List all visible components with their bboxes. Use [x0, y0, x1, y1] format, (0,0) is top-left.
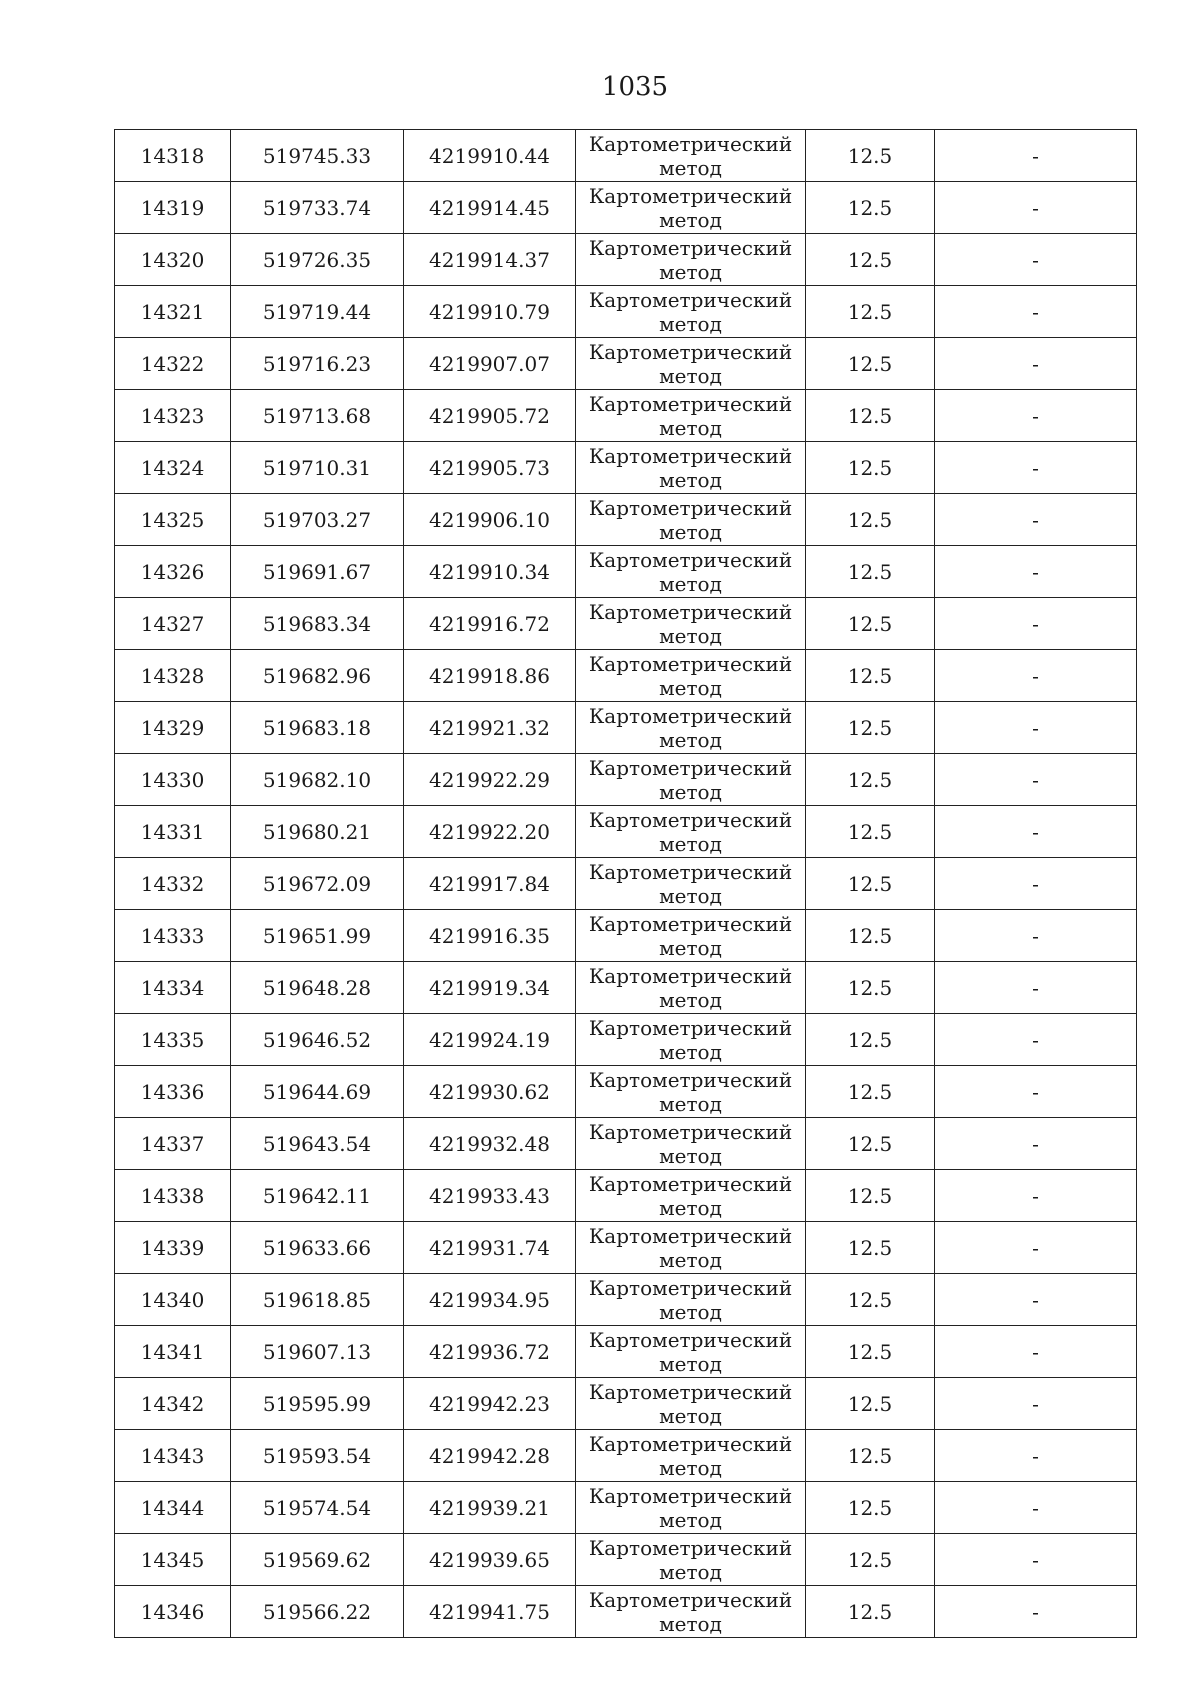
method-line2: метод — [659, 1299, 722, 1324]
method-line2: метод — [659, 1559, 722, 1584]
method-cell — [576, 1170, 806, 1222]
method-cell — [576, 130, 806, 182]
point-number-cell: 14321 — [115, 286, 231, 338]
point-number-cell: 14340 — [115, 1274, 231, 1326]
y-coordinate-cell: 4219934.95 — [404, 1274, 576, 1326]
accuracy-cell: 12.5 — [806, 754, 935, 806]
table-row — [115, 546, 1137, 598]
description-cell: - — [935, 1534, 1137, 1586]
description-cell: - — [935, 1066, 1137, 1118]
table-row — [115, 182, 1137, 234]
accuracy-cell: 12.5 — [806, 806, 935, 858]
x-coordinate-cell: 519719.44 — [231, 286, 404, 338]
y-coordinate-cell: 4219932.48 — [404, 1118, 576, 1170]
description-cell: - — [935, 182, 1137, 234]
method-cell — [576, 1378, 806, 1430]
x-coordinate-cell: 519569.62 — [231, 1534, 404, 1586]
description-cell: - — [935, 1222, 1137, 1274]
accuracy-cell: 12.5 — [806, 1170, 935, 1222]
x-coordinate-cell: 519703.27 — [231, 494, 404, 546]
method-cell — [576, 1326, 806, 1378]
method-line1: Картометрический — [588, 1379, 793, 1404]
method-line1: Картометрический — [588, 1327, 793, 1352]
point-number-cell: 14333 — [115, 910, 231, 962]
table-row — [115, 962, 1137, 1014]
y-coordinate-cell: 4219917.84 — [404, 858, 576, 910]
method-line2: метод — [659, 1247, 722, 1272]
table-row — [115, 1170, 1137, 1222]
method-cell — [576, 1586, 806, 1638]
method-cell — [576, 1014, 806, 1066]
method-line2: метод — [659, 727, 722, 752]
method-cell — [576, 1482, 806, 1534]
y-coordinate-cell: 4219922.20 — [404, 806, 576, 858]
description-cell: - — [935, 1170, 1137, 1222]
method-line1: Картометрический — [588, 339, 793, 364]
description-cell: - — [935, 338, 1137, 390]
table-row — [115, 910, 1137, 962]
point-number-cell: 14336 — [115, 1066, 231, 1118]
description-cell: - — [935, 702, 1137, 754]
coordinates-table-body — [115, 130, 1137, 1638]
description-cell: - — [935, 806, 1137, 858]
point-number-cell: 14323 — [115, 390, 231, 442]
table-row — [115, 1326, 1137, 1378]
point-number-cell: 14345 — [115, 1534, 231, 1586]
table-row — [115, 1378, 1137, 1430]
method-line2: метод — [659, 311, 722, 336]
accuracy-cell: 12.5 — [806, 286, 935, 338]
description-cell: - — [935, 650, 1137, 702]
table-row — [115, 1430, 1137, 1482]
y-coordinate-cell: 4219921.32 — [404, 702, 576, 754]
accuracy-cell: 12.5 — [806, 442, 935, 494]
accuracy-cell: 12.5 — [806, 1066, 935, 1118]
point-number-cell: 14344 — [115, 1482, 231, 1534]
method-line2: метод — [659, 415, 722, 440]
description-cell: - — [935, 442, 1137, 494]
method-line2: метод — [659, 571, 722, 596]
x-coordinate-cell: 519710.31 — [231, 442, 404, 494]
x-coordinate-cell: 519672.09 — [231, 858, 404, 910]
description-cell: - — [935, 234, 1137, 286]
y-coordinate-cell: 4219916.35 — [404, 910, 576, 962]
description-cell: - — [935, 962, 1137, 1014]
x-coordinate-cell: 519607.13 — [231, 1326, 404, 1378]
method-line2: метод — [659, 1195, 722, 1220]
table-row — [115, 1014, 1137, 1066]
y-coordinate-cell: 4219924.19 — [404, 1014, 576, 1066]
accuracy-cell: 12.5 — [806, 1118, 935, 1170]
method-line1: Картометрический — [588, 391, 793, 416]
accuracy-cell: 12.5 — [806, 962, 935, 1014]
method-cell — [576, 702, 806, 754]
accuracy-cell: 12.5 — [806, 1482, 935, 1534]
accuracy-cell: 12.5 — [806, 546, 935, 598]
method-line2: метод — [659, 1039, 722, 1064]
point-number-cell: 14339 — [115, 1222, 231, 1274]
accuracy-cell: 12.5 — [806, 494, 935, 546]
method-line2: метод — [659, 779, 722, 804]
method-line1: Картометрический — [588, 651, 793, 676]
point-number-cell: 14319 — [115, 182, 231, 234]
method-cell — [576, 182, 806, 234]
point-number-cell: 14343 — [115, 1430, 231, 1482]
table-row — [115, 494, 1137, 546]
x-coordinate-cell: 519651.99 — [231, 910, 404, 962]
method-cell — [576, 494, 806, 546]
point-number-cell: 14322 — [115, 338, 231, 390]
y-coordinate-cell: 4219919.34 — [404, 962, 576, 1014]
method-line1: Картометрический — [588, 807, 793, 832]
method-cell — [576, 286, 806, 338]
method-line2: метод — [659, 935, 722, 960]
x-coordinate-cell: 519646.52 — [231, 1014, 404, 1066]
method-line1: Картометрический — [588, 911, 793, 936]
method-line2: метод — [659, 1455, 722, 1480]
x-coordinate-cell: 519691.67 — [231, 546, 404, 598]
x-coordinate-cell: 519682.10 — [231, 754, 404, 806]
method-cell — [576, 858, 806, 910]
accuracy-cell: 12.5 — [806, 390, 935, 442]
method-line2: метод — [659, 831, 722, 856]
y-coordinate-cell: 4219905.72 — [404, 390, 576, 442]
method-line1: Картометрический — [588, 495, 793, 520]
x-coordinate-cell: 519643.54 — [231, 1118, 404, 1170]
point-number-cell: 14338 — [115, 1170, 231, 1222]
accuracy-cell: 12.5 — [806, 234, 935, 286]
method-line2: метод — [659, 1507, 722, 1532]
y-coordinate-cell: 4219907.07 — [404, 338, 576, 390]
method-line2: метод — [659, 1611, 722, 1636]
method-line2: метод — [659, 259, 722, 284]
accuracy-cell: 12.5 — [806, 338, 935, 390]
method-line1: Картометрический — [588, 1535, 793, 1560]
accuracy-cell: 12.5 — [806, 1274, 935, 1326]
method-line1: Картометрический — [588, 599, 793, 624]
method-line2: метод — [659, 467, 722, 492]
description-cell: - — [935, 858, 1137, 910]
point-number-cell: 14330 — [115, 754, 231, 806]
method-line1: Картометрический — [588, 235, 793, 260]
accuracy-cell: 12.5 — [806, 858, 935, 910]
x-coordinate-cell: 519726.35 — [231, 234, 404, 286]
description-cell: - — [935, 130, 1137, 182]
x-coordinate-cell: 519595.99 — [231, 1378, 404, 1430]
point-number-cell: 14332 — [115, 858, 231, 910]
table-row — [115, 1222, 1137, 1274]
y-coordinate-cell: 4219939.21 — [404, 1482, 576, 1534]
accuracy-cell: 12.5 — [806, 910, 935, 962]
accuracy-cell: 12.5 — [806, 182, 935, 234]
table-row — [115, 650, 1137, 702]
description-cell: - — [935, 1326, 1137, 1378]
method-line2: метод — [659, 623, 722, 648]
y-coordinate-cell: 4219910.34 — [404, 546, 576, 598]
y-coordinate-cell: 4219910.79 — [404, 286, 576, 338]
point-number-cell: 14320 — [115, 234, 231, 286]
description-cell: - — [935, 754, 1137, 806]
accuracy-cell: 12.5 — [806, 1534, 935, 1586]
y-coordinate-cell: 4219914.37 — [404, 234, 576, 286]
method-line1: Картометрический — [588, 1067, 793, 1092]
method-cell — [576, 910, 806, 962]
method-line1: Картометрический — [588, 547, 793, 572]
y-coordinate-cell: 4219939.65 — [404, 1534, 576, 1586]
y-coordinate-cell: 4219914.45 — [404, 182, 576, 234]
method-line1: Картометрический — [588, 703, 793, 728]
x-coordinate-cell: 519716.23 — [231, 338, 404, 390]
y-coordinate-cell: 4219931.74 — [404, 1222, 576, 1274]
x-coordinate-cell: 519566.22 — [231, 1586, 404, 1638]
table-row — [115, 598, 1137, 650]
accuracy-cell: 12.5 — [806, 1014, 935, 1066]
method-cell — [576, 1118, 806, 1170]
method-line1: Картометрический — [588, 1587, 793, 1612]
point-number-cell: 14346 — [115, 1586, 231, 1638]
y-coordinate-cell: 4219933.43 — [404, 1170, 576, 1222]
y-coordinate-cell: 4219918.86 — [404, 650, 576, 702]
table-row — [115, 234, 1137, 286]
method-line2: метод — [659, 675, 722, 700]
y-coordinate-cell: 4219936.72 — [404, 1326, 576, 1378]
method-line2: метод — [659, 1351, 722, 1376]
table-row — [115, 702, 1137, 754]
point-number-cell: 14329 — [115, 702, 231, 754]
y-coordinate-cell: 4219905.73 — [404, 442, 576, 494]
method-cell — [576, 1274, 806, 1326]
method-cell — [576, 1534, 806, 1586]
method-line1: Картометрический — [588, 859, 793, 884]
point-number-cell: 14334 — [115, 962, 231, 1014]
point-number-cell: 14341 — [115, 1326, 231, 1378]
x-coordinate-cell: 519642.11 — [231, 1170, 404, 1222]
method-cell — [576, 1066, 806, 1118]
method-cell — [576, 754, 806, 806]
accuracy-cell: 12.5 — [806, 1222, 935, 1274]
method-line1: Картометрический — [588, 1483, 793, 1508]
point-number-cell: 14327 — [115, 598, 231, 650]
method-line2: метод — [659, 1403, 722, 1428]
method-line1: Картометрический — [588, 183, 793, 208]
method-cell — [576, 546, 806, 598]
point-number-cell: 14337 — [115, 1118, 231, 1170]
x-coordinate-cell: 519618.85 — [231, 1274, 404, 1326]
accuracy-cell: 12.5 — [806, 130, 935, 182]
y-coordinate-cell: 4219916.72 — [404, 598, 576, 650]
accuracy-cell: 12.5 — [806, 702, 935, 754]
method-cell — [576, 338, 806, 390]
method-line1: Картометрический — [588, 1431, 793, 1456]
table-row — [115, 1274, 1137, 1326]
method-line1: Картометрический — [588, 287, 793, 312]
method-line1: Картометрический — [588, 1223, 793, 1248]
method-cell — [576, 390, 806, 442]
point-number-cell: 14342 — [115, 1378, 231, 1430]
accuracy-cell: 12.5 — [806, 1378, 935, 1430]
table-row — [115, 286, 1137, 338]
y-coordinate-cell: 4219930.62 — [404, 1066, 576, 1118]
x-coordinate-cell: 519574.54 — [231, 1482, 404, 1534]
description-cell: - — [935, 598, 1137, 650]
y-coordinate-cell: 4219906.10 — [404, 494, 576, 546]
description-cell: - — [935, 390, 1137, 442]
point-number-cell: 14318 — [115, 130, 231, 182]
point-number-cell: 14324 — [115, 442, 231, 494]
table-row — [115, 1534, 1137, 1586]
table-row — [115, 754, 1137, 806]
table-row — [115, 130, 1137, 182]
method-line2: метод — [659, 883, 722, 908]
description-cell: - — [935, 1482, 1137, 1534]
x-coordinate-cell: 519683.34 — [231, 598, 404, 650]
table-row — [115, 1482, 1137, 1534]
accuracy-cell: 12.5 — [806, 1430, 935, 1482]
method-line2: метод — [659, 519, 722, 544]
point-number-cell: 14328 — [115, 650, 231, 702]
method-line1: Картометрический — [588, 443, 793, 468]
table-row — [115, 338, 1137, 390]
method-line1: Картометрический — [588, 1015, 793, 1040]
y-coordinate-cell: 4219942.28 — [404, 1430, 576, 1482]
method-line1: Картометрический — [588, 1171, 793, 1196]
point-number-cell: 14325 — [115, 494, 231, 546]
y-coordinate-cell: 4219941.75 — [404, 1586, 576, 1638]
accuracy-cell: 12.5 — [806, 1326, 935, 1378]
method-cell — [576, 1222, 806, 1274]
method-line1: Картометрический — [588, 1119, 793, 1144]
method-cell — [576, 806, 806, 858]
method-line1: Картометрический — [588, 1275, 793, 1300]
method-line1: Картометрический — [588, 963, 793, 988]
method-line1: Картометрический — [588, 131, 793, 156]
description-cell: - — [935, 1586, 1137, 1638]
method-cell — [576, 234, 806, 286]
table-row — [115, 442, 1137, 494]
description-cell: - — [935, 1118, 1137, 1170]
description-cell: - — [935, 1430, 1137, 1482]
point-number-cell: 14335 — [115, 1014, 231, 1066]
description-cell: - — [935, 286, 1137, 338]
x-coordinate-cell: 519683.18 — [231, 702, 404, 754]
x-coordinate-cell: 519680.21 — [231, 806, 404, 858]
x-coordinate-cell: 519644.69 — [231, 1066, 404, 1118]
table-row — [115, 390, 1137, 442]
description-cell: - — [935, 1274, 1137, 1326]
method-line2: метод — [659, 1143, 722, 1168]
coordinates-table — [114, 129, 1137, 1638]
method-cell — [576, 650, 806, 702]
y-coordinate-cell: 4219922.29 — [404, 754, 576, 806]
table-row — [115, 1118, 1137, 1170]
method-line2: метод — [659, 207, 722, 232]
table-row — [115, 858, 1137, 910]
x-coordinate-cell: 519682.96 — [231, 650, 404, 702]
method-line2: метод — [659, 987, 722, 1012]
point-number-cell: 14331 — [115, 806, 231, 858]
x-coordinate-cell: 519593.54 — [231, 1430, 404, 1482]
description-cell: - — [935, 546, 1137, 598]
accuracy-cell: 12.5 — [806, 598, 935, 650]
page-number: 1035 — [601, 72, 669, 102]
method-cell — [576, 962, 806, 1014]
description-cell: - — [935, 910, 1137, 962]
x-coordinate-cell: 519745.33 — [231, 130, 404, 182]
description-cell: - — [935, 1378, 1137, 1430]
method-cell — [576, 598, 806, 650]
method-line2: метод — [659, 363, 722, 388]
accuracy-cell: 12.5 — [806, 650, 935, 702]
x-coordinate-cell: 519733.74 — [231, 182, 404, 234]
x-coordinate-cell: 519713.68 — [231, 390, 404, 442]
accuracy-cell: 12.5 — [806, 1586, 935, 1638]
method-cell — [576, 1430, 806, 1482]
description-cell: - — [935, 1014, 1137, 1066]
method-line2: метод — [659, 1091, 722, 1116]
point-number-cell: 14326 — [115, 546, 231, 598]
table-row — [115, 1066, 1137, 1118]
y-coordinate-cell: 4219910.44 — [404, 130, 576, 182]
description-cell: - — [935, 494, 1137, 546]
table-row — [115, 806, 1137, 858]
table-row — [115, 1586, 1137, 1638]
method-line1: Картометрический — [588, 755, 793, 780]
y-coordinate-cell: 4219942.23 — [404, 1378, 576, 1430]
x-coordinate-cell: 519648.28 — [231, 962, 404, 1014]
method-line2: метод — [659, 155, 722, 180]
method-cell — [576, 442, 806, 494]
x-coordinate-cell: 519633.66 — [231, 1222, 404, 1274]
